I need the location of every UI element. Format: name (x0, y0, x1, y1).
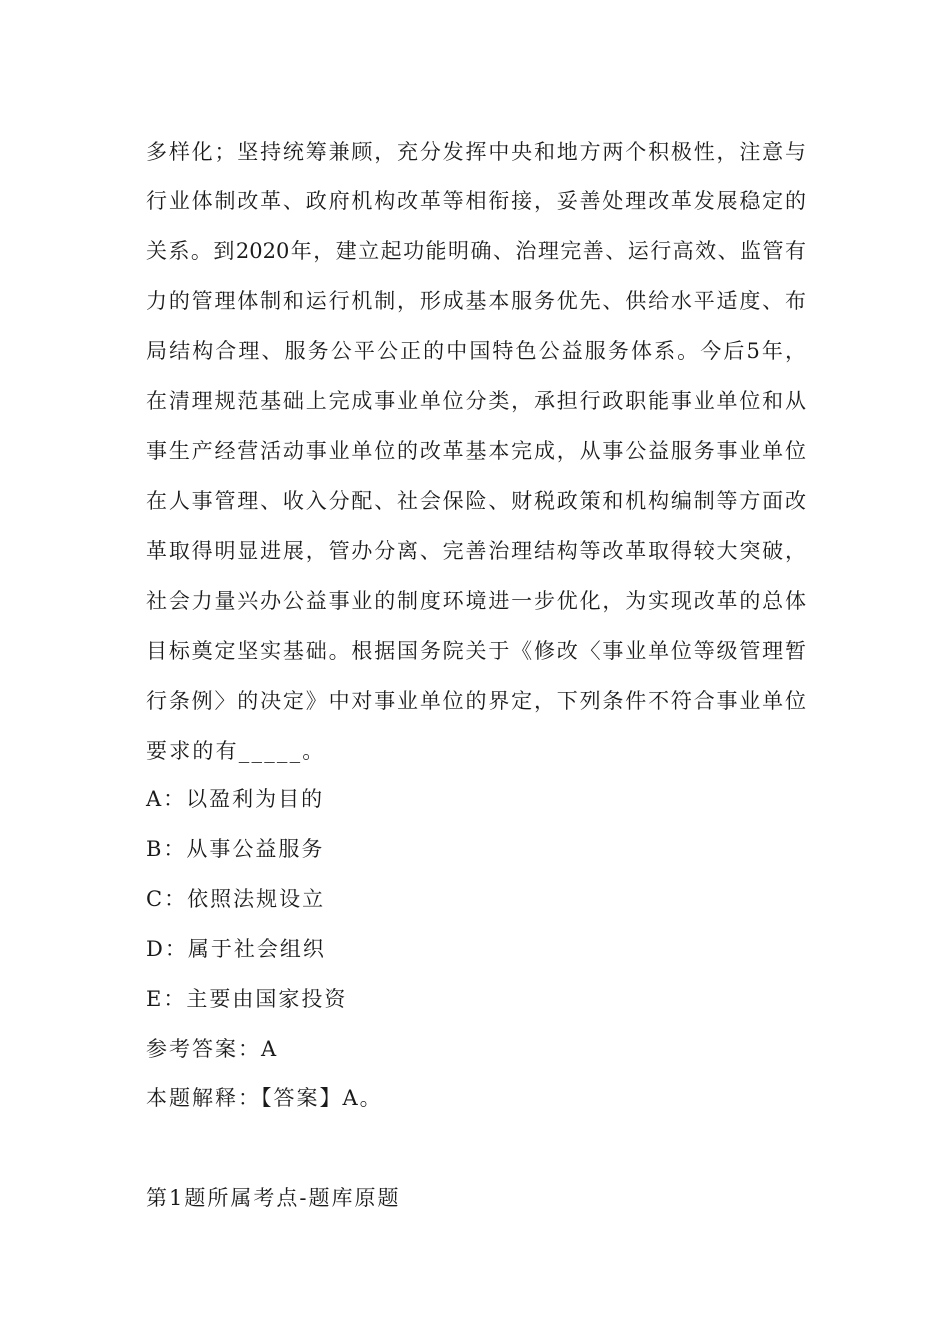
option-d: D：属于社会组织 (146, 937, 326, 961)
paragraph-line: 多样化；坚持统筹兼顾，充分发挥中央和地方两个积极性，注意与 (146, 140, 806, 164)
paragraph-line: 行业体制改革、政府机构改革等相衔接，妥善处理改革发展稳定的 (146, 189, 806, 213)
option-b: B：从事公益服务 (146, 837, 325, 861)
reference-answer: 参考答案：A (146, 1037, 279, 1061)
option-a: A：以盈利为目的 (146, 787, 325, 811)
paragraph-line: 事生产经营活动事业单位的改革基本完成，从事公益服务事业单位 (146, 439, 806, 463)
paragraph-line: 局结构合理、服务公平公正的中国特色公益服务体系。今后5年， (146, 339, 806, 363)
option-e: E：主要由国家投资 (146, 987, 348, 1011)
paragraph-line: 革取得明显进展，管办分离、完善治理结构等改革取得较大突破， (146, 539, 806, 563)
paragraph-line: 力的管理体制和运行机制，形成基本服务优先、供给水平适度、布 (146, 289, 806, 313)
option-c: C：依照法规设立 (146, 887, 326, 911)
paragraph-line: 目标奠定坚实基础。根据国务院关于《修改〈事业单位等级管理暂 (146, 639, 806, 663)
paragraph-line: 在清理规范基础上完成事业单位分类，承担行政职能事业单位和从 (146, 389, 806, 413)
question-topic: 第1题所属考点-题库原题 (146, 1186, 401, 1210)
paragraph-line: 在人事管理、收入分配、社会保险、财税政策和机构编制等方面改 (146, 489, 806, 513)
answer-explanation: 本题解释：【答案】A。 (146, 1086, 383, 1110)
paragraph-line: 行条例〉的决定》中对事业单位的界定，下列条件不符合事业单位 (146, 689, 806, 713)
paragraph-line: 关系。到2020年，建立起功能明确、治理完善、运行高效、监管有 (146, 239, 806, 263)
paragraph-line: 要求的有_____。 (146, 739, 326, 763)
paragraph-line: 社会力量兴办公益事业的制度环境进一步优化，为实现改革的总体 (146, 589, 806, 613)
